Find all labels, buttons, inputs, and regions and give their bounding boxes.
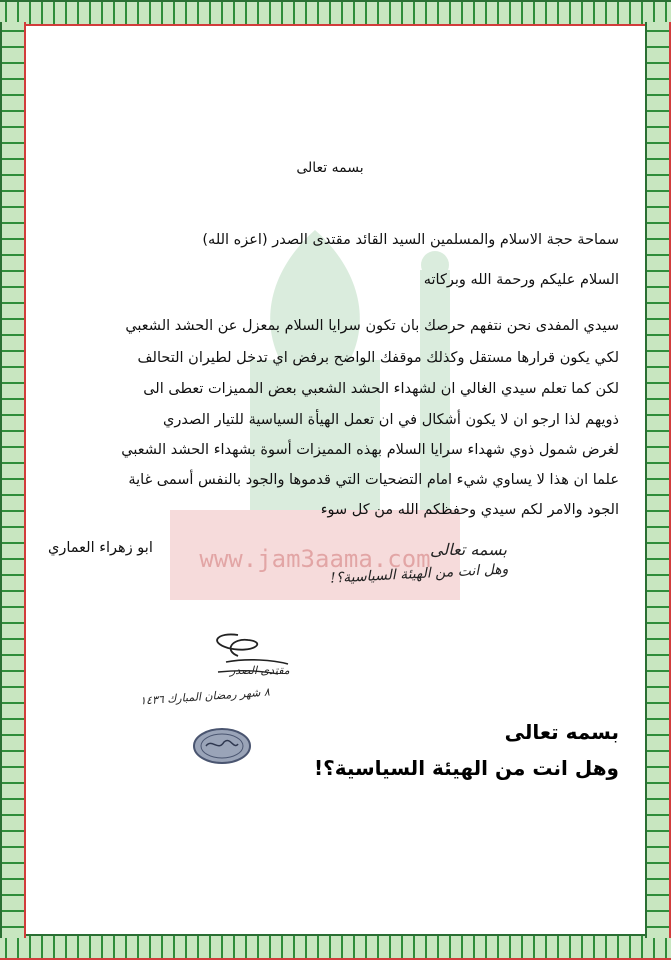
handwritten-signatory: مقتدى الصدر — [230, 664, 290, 677]
typed-reply-basmala: بسمه تعالى — [504, 720, 619, 744]
handwritten-date: ٨ شهر رمضان المبارك ١٤٣٦ — [139, 685, 271, 708]
letter-body-line: ذويهم لذا ارجو ان لا يكون أشكال في ان تعمل الهيأة السياسية للتيار الصدري — [162, 412, 619, 428]
watermark-url: www.jam3aama.com — [199, 545, 431, 573]
letter-body-line: لكن كما تعلم سيدي الغالي ان لشهداء الحشد الشعبي بعض المميزات تعطى الى — [143, 381, 619, 397]
decorative-border-left — [0, 22, 26, 938]
letter-body-line: الجود والامر لكم سيدي وحفظكم الله من كل سوء — [320, 502, 619, 518]
handwritten-reply-basmala: بسمه تعالى — [430, 540, 507, 559]
letter-body-line: لكي يكون قرارها مستقل وكذلك موقفك الواضح برفض اي تدخل لطيران التحالف — [137, 350, 619, 366]
letter-signature-name: ابو زهراء العماري — [48, 540, 153, 556]
decorative-border-top — [0, 0, 671, 26]
letter-addressee: سماحة حجة الاسلام والمسلمين السيد القائد مقتدى الصدر (اعزه الله) — [202, 232, 619, 248]
letter-basmala: بسمه تعالى — [296, 160, 364, 176]
decorative-border-right — [645, 22, 671, 938]
decorative-border-bottom — [0, 934, 671, 960]
letter-greeting: السلام عليكم ورحمة الله وبركاته — [423, 272, 619, 288]
handwritten-reply-question: وهل انت من الهيئة السياسية؟! — [329, 561, 509, 587]
typed-reply-question: وهل انت من الهيئة السياسية؟! — [313, 756, 619, 780]
letter-body-line: لغرض شمول ذوي شهداء سرايا السلام بهذه المميزات أسوة بشهداء الحشد الشعبي — [121, 442, 619, 458]
seal-stamp-icon — [192, 726, 252, 766]
letter-body-line: سيدي المفدى نحن نتفهم حرصك بان تكون سرايا السلام بمعزل عن الحشد الشعبي — [125, 318, 619, 334]
letter-body-line: علما ان هذا لا يساوي شيء امام التضحيات التي قدموها والجود بالنفس أسمى غاية — [128, 472, 619, 488]
